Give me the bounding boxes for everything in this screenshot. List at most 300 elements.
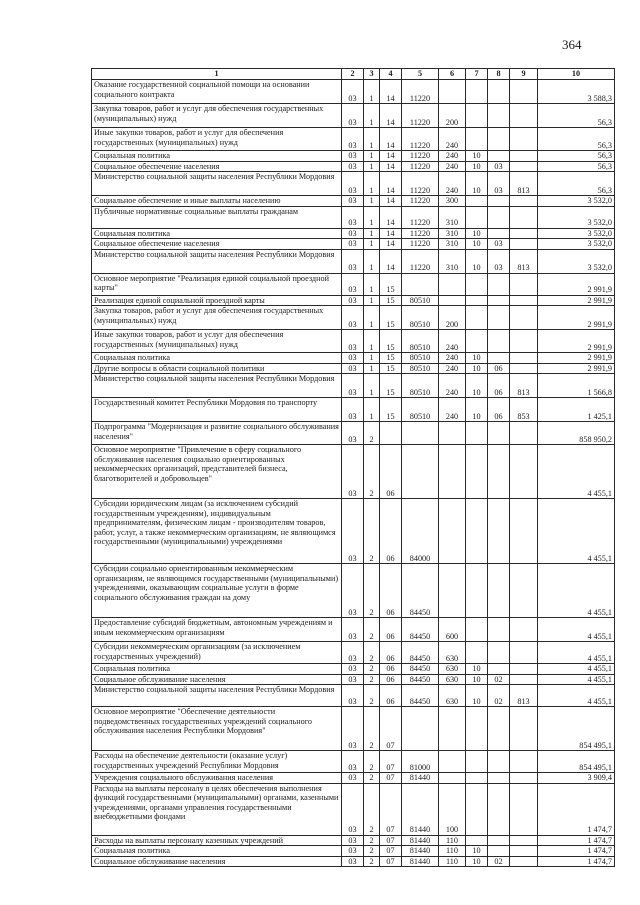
ministry-code-cell: 813 (510, 685, 538, 707)
subsection-code-cell: 2 (364, 564, 380, 618)
table-row (92, 422, 615, 445)
expense-type-cell (439, 445, 466, 499)
expense-type-cell: 240 (439, 161, 466, 172)
row-name-cell: Учреждения социального обслуживания населения (92, 773, 342, 784)
program-code-cell: 15 (380, 374, 402, 398)
subsection-code-cell: 2 (364, 783, 380, 835)
table-row (92, 751, 615, 773)
section-code-cell: 03 (342, 751, 364, 773)
row-name-cell: Социальная политика (92, 846, 342, 857)
expense-type-cell: 110 (439, 856, 466, 867)
amount-cell: 1 474,7 (538, 856, 615, 867)
section-code-cell: 03 (342, 273, 364, 295)
page-number: 364 (562, 37, 582, 52)
amount-cell: 4 455,1 (538, 564, 615, 618)
subchapter-cell (488, 499, 510, 564)
subsection-code-cell: 1 (364, 206, 380, 228)
expense-type-cell: 630 (439, 685, 466, 707)
row-name-cell: Оказание государственной социальной помощи на основании социального контракта (92, 80, 342, 104)
subchapter-cell (488, 445, 510, 499)
subsection-code-cell: 1 (364, 306, 380, 330)
table-row (92, 128, 615, 151)
chapter-cell: 10 (466, 374, 488, 398)
target-code-cell: 11220 (402, 128, 439, 151)
ministry-code-cell (510, 353, 538, 364)
amount-cell: 3 909,4 (538, 773, 615, 784)
column-header: 1 (92, 69, 342, 80)
target-code-cell: 80510 (402, 363, 439, 374)
expense-type-cell (439, 499, 466, 564)
subchapter-cell: 02 (488, 685, 510, 707)
section-code-cell: 03 (342, 499, 364, 564)
expense-type-cell: 240 (439, 374, 466, 398)
row-name-cell: Расходы на выплаты персоналу в целях обеспечения выполнения функций государственными (муниципальными) органами, казенными учреждениями, органами управления государственными внебюджетными фондами (92, 783, 342, 835)
program-code-cell: 14 (380, 206, 402, 228)
subchapter-cell (488, 751, 510, 773)
subsection-code-cell: 2 (364, 685, 380, 707)
expense-type-cell (439, 564, 466, 618)
table-row (92, 674, 615, 685)
chapter-cell (466, 422, 488, 445)
table-row (92, 564, 615, 618)
target-code-cell: 81000 (402, 751, 439, 773)
target-code-cell: 84450 (402, 664, 439, 675)
section-code-cell: 03 (342, 685, 364, 707)
target-code-cell: 11220 (402, 80, 439, 104)
program-code-cell: 07 (380, 783, 402, 835)
chapter-cell: 10 (466, 846, 488, 857)
target-code-cell (402, 445, 439, 499)
expense-type-cell: 200 (439, 104, 466, 128)
expense-type-cell: 200 (439, 306, 466, 330)
program-code-cell: 15 (380, 273, 402, 295)
ministry-code-cell (510, 856, 538, 867)
target-code-cell (402, 273, 439, 295)
subsection-code-cell: 1 (364, 172, 380, 196)
table-row (92, 835, 615, 846)
subchapter-cell (488, 306, 510, 330)
program-code-cell: 15 (380, 398, 402, 422)
section-code-cell: 03 (342, 422, 364, 445)
program-code-cell: 06 (380, 499, 402, 564)
subchapter-cell (488, 835, 510, 846)
program-code-cell: 14 (380, 161, 402, 172)
target-code-cell: 11220 (402, 249, 439, 273)
row-name-cell: Министерство социальной защиты населения Республики Мордовия (92, 374, 342, 398)
target-code-cell: 81440 (402, 773, 439, 784)
target-code-cell (402, 707, 439, 751)
chapter-cell (466, 499, 488, 564)
expense-type-cell (439, 773, 466, 784)
table-row (92, 206, 615, 228)
ministry-code-cell (510, 674, 538, 685)
ministry-code-cell (510, 499, 538, 564)
column-header: 2 (342, 69, 364, 80)
subsection-code-cell: 2 (364, 773, 380, 784)
ministry-code-cell (510, 773, 538, 784)
amount-cell: 56,3 (538, 128, 615, 151)
row-name-cell: Социальная политика (92, 664, 342, 675)
expense-type-cell: 310 (439, 239, 466, 250)
table-row (92, 228, 615, 239)
row-name-cell: Закупка товаров, работ и услуг для обеспечения государственных (муниципальных) нужд (92, 306, 342, 330)
ministry-code-cell (510, 363, 538, 374)
ministry-code-cell (510, 161, 538, 172)
target-code-cell: 80510 (402, 374, 439, 398)
row-name-cell: Основное мероприятие "Реализация единой социальной проездной карты" (92, 273, 342, 295)
ministry-code-cell: 853 (510, 398, 538, 422)
subsection-code-cell: 2 (364, 618, 380, 642)
chapter-cell: 10 (466, 228, 488, 239)
expense-type-cell: 240 (439, 398, 466, 422)
chapter-cell (466, 707, 488, 751)
table-row (92, 773, 615, 784)
subchapter-cell (488, 206, 510, 228)
table-row (92, 161, 615, 172)
amount-cell: 4 455,1 (538, 445, 615, 499)
ministry-code-cell (510, 422, 538, 445)
column-header: 7 (466, 69, 488, 80)
target-code-cell: 11220 (402, 239, 439, 250)
row-name-cell: Социальная политика (92, 151, 342, 162)
program-code-cell: 14 (380, 228, 402, 239)
table-row (92, 196, 615, 207)
row-name-cell: Министерство социальной защиты населения Республики Мордовия (92, 249, 342, 273)
amount-cell: 2 991,9 (538, 330, 615, 353)
subchapter-cell (488, 642, 510, 664)
target-code-cell: 81440 (402, 783, 439, 835)
subsection-code-cell: 1 (364, 151, 380, 162)
program-code-cell: 06 (380, 618, 402, 642)
expense-type-cell: 630 (439, 642, 466, 664)
chapter-cell (466, 128, 488, 151)
subchapter-cell: 06 (488, 398, 510, 422)
section-code-cell: 03 (342, 295, 364, 306)
target-code-cell: 81440 (402, 846, 439, 857)
section-code-cell: 03 (342, 228, 364, 239)
ministry-code-cell (510, 306, 538, 330)
section-code-cell: 03 (342, 161, 364, 172)
amount-cell: 56,3 (538, 161, 615, 172)
amount-cell: 4 455,1 (538, 664, 615, 675)
chapter-cell (466, 642, 488, 664)
target-code-cell: 81440 (402, 856, 439, 867)
amount-cell: 1 474,7 (538, 783, 615, 835)
subsection-code-cell: 2 (364, 674, 380, 685)
ministry-code-cell (510, 273, 538, 295)
table-row (92, 856, 615, 867)
chapter-cell: 10 (466, 172, 488, 196)
amount-cell: 4 455,1 (538, 674, 615, 685)
ministry-code-cell (510, 751, 538, 773)
table-row (92, 642, 615, 664)
amount-cell: 854 495,1 (538, 751, 615, 773)
target-code-cell: 84450 (402, 564, 439, 618)
amount-cell: 2 991,9 (538, 353, 615, 364)
column-header: 4 (380, 69, 402, 80)
chapter-cell (466, 206, 488, 228)
expense-type-cell: 310 (439, 228, 466, 239)
table-body (92, 69, 615, 867)
subchapter-cell (488, 80, 510, 104)
row-name-cell: Социальная политика (92, 228, 342, 239)
subsection-code-cell: 2 (364, 856, 380, 867)
subsection-code-cell: 1 (364, 330, 380, 353)
table-row (92, 306, 615, 330)
target-code-cell: 11220 (402, 196, 439, 207)
ministry-code-cell (510, 196, 538, 207)
table-row (92, 398, 615, 422)
table-row (92, 363, 615, 374)
chapter-cell: 10 (466, 363, 488, 374)
section-code-cell: 03 (342, 856, 364, 867)
row-name-cell: Субсидии некоммерческим организациям (за исключением государственных учреждений) (92, 642, 342, 664)
program-code-cell: 06 (380, 445, 402, 499)
amount-cell: 1 474,7 (538, 846, 615, 857)
ministry-code-cell (510, 664, 538, 675)
table-row (92, 618, 615, 642)
section-code-cell: 03 (342, 172, 364, 196)
subsection-code-cell: 1 (364, 104, 380, 128)
program-code-cell: 14 (380, 249, 402, 273)
expense-type-cell: 300 (439, 196, 466, 207)
subsection-code-cell: 1 (364, 161, 380, 172)
ministry-code-cell (510, 707, 538, 751)
chapter-cell (466, 104, 488, 128)
subsection-code-cell: 1 (364, 273, 380, 295)
row-name-cell: Основное мероприятие "Обеспечение деятельности подведомственных государственных учреждений социального обслуживания населения Республики Мордовия" (92, 707, 342, 751)
section-code-cell: 03 (342, 353, 364, 364)
program-code-cell: 15 (380, 353, 402, 364)
target-code-cell: 84000 (402, 499, 439, 564)
section-code-cell: 03 (342, 398, 364, 422)
row-name-cell: Основное мероприятие "Привлечение в сферу социального обслуживания населения социально ориентированных некоммерческих организаций, представителей бизнеса, благотворителей и добровольцев" (92, 445, 342, 499)
section-code-cell: 03 (342, 128, 364, 151)
row-name-cell: Социальное обеспечение и иные выплаты населению (92, 196, 342, 207)
program-code-cell: 07 (380, 751, 402, 773)
subchapter-cell (488, 846, 510, 857)
target-code-cell (402, 422, 439, 445)
row-name-cell: Расходы на выплаты персоналу казенных учреждений (92, 835, 342, 846)
program-code-cell: 06 (380, 664, 402, 675)
table-row (92, 499, 615, 564)
row-name-cell: Иные закупки товаров, работ и услуг для обеспечения государственных (муниципальных) нужд (92, 128, 342, 151)
row-name-cell: Социальное обеспечение населения (92, 161, 342, 172)
program-code-cell: 14 (380, 172, 402, 196)
subsection-code-cell: 1 (364, 228, 380, 239)
column-header: 10 (538, 69, 615, 80)
ministry-code-cell (510, 151, 538, 162)
amount-cell: 56,3 (538, 151, 615, 162)
chapter-cell: 10 (466, 398, 488, 422)
program-code-cell: 14 (380, 151, 402, 162)
section-code-cell: 03 (342, 363, 364, 374)
ministry-code-cell (510, 128, 538, 151)
expense-type-cell (439, 273, 466, 295)
row-name-cell: Субсидии социально ориентированным некоммерческим организациям, не являющимся государственными (муниципальными) учреждениями, оказывающим социальные услуги в форме социального обслуживания граждан на дому (92, 564, 342, 618)
row-name-cell: Реализация единой социальной проездной карты (92, 295, 342, 306)
table-row (92, 151, 615, 162)
subsection-code-cell: 2 (364, 499, 380, 564)
program-code-cell: 06 (380, 685, 402, 707)
ministry-code-cell: 813 (510, 249, 538, 273)
amount-cell: 3 588,3 (538, 80, 615, 104)
subchapter-cell (488, 273, 510, 295)
chapter-cell (466, 835, 488, 846)
target-code-cell: 11220 (402, 161, 439, 172)
amount-cell: 4 455,1 (538, 499, 615, 564)
section-code-cell: 03 (342, 445, 364, 499)
target-code-cell: 11220 (402, 228, 439, 239)
amount-cell: 858 950,2 (538, 422, 615, 445)
expense-type-cell (439, 80, 466, 104)
expense-type-cell: 110 (439, 835, 466, 846)
program-code-cell: 07 (380, 846, 402, 857)
ministry-code-cell (510, 642, 538, 664)
expense-type-cell: 310 (439, 249, 466, 273)
table-row (92, 783, 615, 835)
chapter-cell (466, 80, 488, 104)
chapter-cell: 10 (466, 856, 488, 867)
table-row (92, 664, 615, 675)
subchapter-cell: 03 (488, 161, 510, 172)
ministry-code-cell (510, 564, 538, 618)
target-code-cell: 81440 (402, 835, 439, 846)
ministry-code-cell (510, 80, 538, 104)
subsection-code-cell: 2 (364, 664, 380, 675)
program-code-cell: 15 (380, 363, 402, 374)
ministry-code-cell (510, 239, 538, 250)
section-code-cell: 03 (342, 206, 364, 228)
subsection-code-cell: 1 (364, 295, 380, 306)
section-code-cell: 03 (342, 249, 364, 273)
program-code-cell: 14 (380, 196, 402, 207)
chapter-cell (466, 783, 488, 835)
target-code-cell: 80510 (402, 398, 439, 422)
chapter-cell: 10 (466, 674, 488, 685)
chapter-cell: 10 (466, 685, 488, 707)
program-code-cell: 07 (380, 707, 402, 751)
section-code-cell: 03 (342, 707, 364, 751)
target-code-cell: 80510 (402, 306, 439, 330)
expense-type-cell (439, 422, 466, 445)
target-code-cell: 80510 (402, 295, 439, 306)
program-code-cell: 07 (380, 835, 402, 846)
row-name-cell: Социальная политика (92, 353, 342, 364)
section-code-cell: 03 (342, 664, 364, 675)
table-row (92, 104, 615, 128)
subsection-code-cell: 2 (364, 445, 380, 499)
row-name-cell: Иные закупки товаров, работ и услуг для обеспечения государственных (муниципальных) нужд (92, 330, 342, 353)
ministry-code-cell (510, 295, 538, 306)
target-code-cell: 84450 (402, 642, 439, 664)
target-code-cell: 11220 (402, 151, 439, 162)
subchapter-cell (488, 707, 510, 751)
subsection-code-cell: 2 (364, 707, 380, 751)
section-code-cell: 03 (342, 674, 364, 685)
program-code-cell: 06 (380, 564, 402, 618)
target-code-cell: 84450 (402, 618, 439, 642)
section-code-cell: 03 (342, 773, 364, 784)
subsection-code-cell: 1 (364, 353, 380, 364)
program-code-cell: 15 (380, 295, 402, 306)
amount-cell: 1 474,7 (538, 835, 615, 846)
ministry-code-cell (510, 618, 538, 642)
subsection-code-cell: 1 (364, 363, 380, 374)
program-code-cell: 15 (380, 306, 402, 330)
table-row (92, 172, 615, 196)
subchapter-cell (488, 104, 510, 128)
ministry-code-cell (510, 104, 538, 128)
row-name-cell: Закупка товаров, работ и услуг для обеспечения государственных (муниципальных) нужд (92, 104, 342, 128)
chapter-cell: 10 (466, 249, 488, 273)
ministry-code-cell (510, 783, 538, 835)
target-code-cell: 11220 (402, 206, 439, 228)
subsection-code-cell: 1 (364, 128, 380, 151)
row-name-cell: Субсидии юридическим лицам (за исключением субсидий государственным учреждениям), индивидуальным предпринимателям, физическим лицам - производителям товаров, работ, услуг, а также некоммерческим организациям, не являющимся государственными (муниципальными) учреждениями (92, 499, 342, 564)
subsection-code-cell: 2 (364, 642, 380, 664)
chapter-cell (466, 330, 488, 353)
chapter-cell (466, 773, 488, 784)
amount-cell: 3 532,0 (538, 239, 615, 250)
subsection-code-cell: 1 (364, 398, 380, 422)
subchapter-cell (488, 664, 510, 675)
expense-type-cell (439, 295, 466, 306)
subsection-code-cell: 1 (364, 239, 380, 250)
chapter-cell: 10 (466, 664, 488, 675)
row-name-cell: Предоставление субсидий бюджетным, автономным учреждениям и иным некоммерческим организациям (92, 618, 342, 642)
column-header: 6 (439, 69, 466, 80)
column-header: 3 (364, 69, 380, 80)
expense-type-cell: 240 (439, 353, 466, 364)
row-name-cell: Государственный комитет Республики Мордовия по транспорту (92, 398, 342, 422)
program-code-cell: 07 (380, 773, 402, 784)
table-row (92, 330, 615, 353)
chapter-cell: 10 (466, 353, 488, 364)
amount-cell: 2 991,9 (538, 363, 615, 374)
row-name-cell: Социальное обслуживание населения (92, 674, 342, 685)
table-row (92, 707, 615, 751)
section-code-cell: 03 (342, 330, 364, 353)
section-code-cell: 03 (342, 104, 364, 128)
subchapter-cell (488, 151, 510, 162)
table-row (92, 374, 615, 398)
ministry-code-cell (510, 445, 538, 499)
chapter-cell: 10 (466, 151, 488, 162)
amount-cell: 3 532,0 (538, 228, 615, 239)
section-code-cell: 03 (342, 618, 364, 642)
subchapter-cell: 06 (488, 363, 510, 374)
amount-cell: 2 991,9 (538, 306, 615, 330)
section-code-cell: 03 (342, 151, 364, 162)
subchapter-cell (488, 228, 510, 239)
table-row (92, 273, 615, 295)
expense-type-cell: 630 (439, 664, 466, 675)
column-header: 8 (488, 69, 510, 80)
target-code-cell: 80510 (402, 330, 439, 353)
program-code-cell: 14 (380, 80, 402, 104)
table-header-row (92, 69, 615, 80)
row-name-cell: Подпрограмма "Модернизация и развитие социального обслуживания населения" (92, 422, 342, 445)
chapter-cell (466, 751, 488, 773)
section-code-cell: 03 (342, 374, 364, 398)
target-code-cell: 80510 (402, 353, 439, 364)
row-name-cell: Расходы на обеспечение деятельности (оказание услуг) государственных учреждений Республики Мордовия (92, 751, 342, 773)
row-name-cell: Другие вопросы в области социальной политики (92, 363, 342, 374)
row-name-cell: Социальное обеспечение населения (92, 239, 342, 250)
table-row (92, 295, 615, 306)
section-code-cell: 03 (342, 196, 364, 207)
